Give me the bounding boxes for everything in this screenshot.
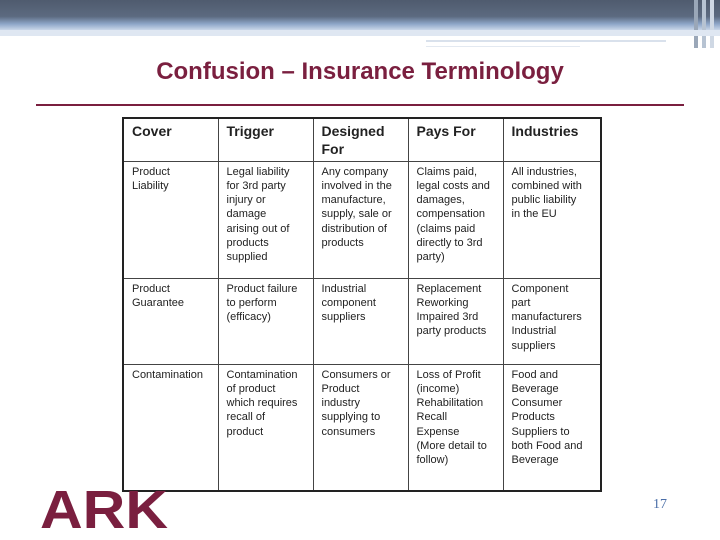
terminology-table — [122, 117, 602, 492]
table-cell: Contamination — [123, 364, 218, 491]
banner-edge-stripe — [694, 0, 698, 48]
header-designed-for: Designed For — [313, 118, 408, 161]
title-underline — [36, 104, 684, 106]
table-cell: Loss of Profit (income) Rehabilitation Recall Expense (More detail to follow) — [408, 364, 503, 491]
table-cell: Legal liability for 3rd party injury or damage arising out of products supplied — [218, 161, 313, 278]
logo-text: ARK — [40, 486, 168, 530]
table-row — [123, 278, 601, 364]
table-cell: All industries, combined with public liability in the EU — [503, 161, 601, 278]
header-pays-for: Pays For — [408, 118, 503, 161]
table-cell: Replacement Reworking Impaired 3rd party products — [408, 278, 503, 364]
table-header-row — [123, 118, 601, 161]
table-cell: Claims paid, legal costs and damages, compensation (claims paid directly to 3rd party) — [408, 161, 503, 278]
table-cell: Contamination of product which requires recall of product — [218, 364, 313, 491]
table-cell: Product Guarantee — [123, 278, 218, 364]
header-trigger: Trigger — [218, 118, 313, 161]
table-cell: Component part manufacturers Industrial suppliers — [503, 278, 601, 364]
top-banner — [0, 0, 720, 30]
table-cell: Product Liability — [123, 161, 218, 278]
table-cell: Product failure to perform (efficacy) — [218, 278, 313, 364]
table-row — [123, 161, 601, 278]
page-number: 17 — [653, 497, 667, 512]
table-cell: Any company involved in the manufacture, supply, sale or distribution of products — [313, 161, 408, 278]
table-cell: Industrial component suppliers — [313, 278, 408, 364]
decorative-line — [426, 40, 666, 42]
table-cell: Consumers or Product industry supplying to consumers — [313, 364, 408, 491]
header-industries: Industries — [503, 118, 601, 161]
ark-logo — [40, 486, 170, 530]
table-cell: Food and Beverage Consumer Products Suppliers to both Food and Beverage — [503, 364, 601, 491]
decorative-line — [426, 46, 580, 47]
header-cover: Cover — [123, 118, 218, 161]
slide-title: Confusion – Insurance Terminology — [156, 58, 564, 85]
banner-light-band — [0, 30, 720, 36]
table-row — [123, 364, 601, 491]
banner-edge-stripe — [710, 0, 714, 48]
banner-edge-stripe — [702, 0, 706, 48]
